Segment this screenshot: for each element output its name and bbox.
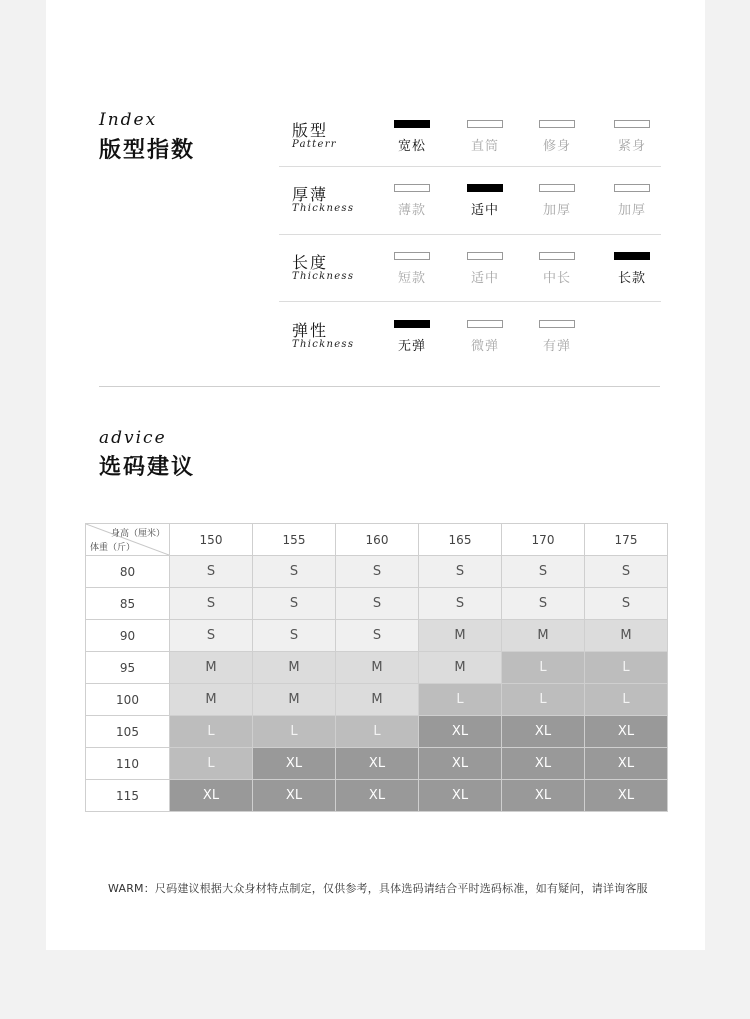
index-option-label: 宽松 xyxy=(397,139,426,154)
index-bar xyxy=(467,320,503,328)
size-cell: L xyxy=(170,748,252,779)
size-cell: XL xyxy=(336,748,418,779)
index-bar xyxy=(539,252,575,260)
size-cell: L xyxy=(253,716,335,747)
size-cell: S xyxy=(336,556,418,587)
size-cell: XL xyxy=(253,780,335,811)
size-cell: M xyxy=(419,620,501,651)
advice-title-en: advice xyxy=(99,428,167,448)
weight-row-header: 95 xyxy=(86,652,169,683)
index-bar xyxy=(614,120,650,128)
size-cell: M xyxy=(253,652,335,683)
size-cell: S xyxy=(253,556,335,587)
size-cell: S xyxy=(253,588,335,619)
weight-row-header: 110 xyxy=(86,748,169,779)
index-bar xyxy=(394,252,430,260)
index-row-label-cn: 长度 xyxy=(292,253,329,272)
index-bar xyxy=(539,184,575,192)
index-row-label-en: Thickness xyxy=(292,271,355,282)
index-option-label: 短款 xyxy=(397,271,426,286)
weight-row-header: 90 xyxy=(86,620,169,651)
height-header: 150 xyxy=(170,524,252,555)
index-bar xyxy=(614,184,650,192)
height-header: 170 xyxy=(502,524,584,555)
index-selected-bar xyxy=(467,184,503,192)
index-row-divider xyxy=(279,301,661,302)
size-cell: S xyxy=(253,620,335,651)
size-cell: S xyxy=(336,620,418,651)
size-cell: L xyxy=(502,684,584,715)
size-cell: XL xyxy=(419,748,501,779)
size-cell: L xyxy=(336,716,418,747)
index-row-label-cn: 弹性 xyxy=(292,321,329,340)
size-cell: M xyxy=(170,652,252,683)
size-cell: S xyxy=(419,588,501,619)
size-cell: XL xyxy=(502,748,584,779)
index-row-label-cn: 版型 xyxy=(292,121,329,140)
size-cell: S xyxy=(585,556,667,587)
size-cell: M xyxy=(336,652,418,683)
index-bar xyxy=(539,320,575,328)
warm-note: WARM：尺码建议根据大众身材特点制定，仅供参考，具体选码请结合平时选码标准，如有疑问，请详询客服 xyxy=(108,882,648,895)
weight-row-header: 115 xyxy=(86,780,169,811)
index-bar xyxy=(539,120,575,128)
index-row-divider xyxy=(279,166,661,167)
index-row-divider xyxy=(279,234,661,235)
index-selected-bar xyxy=(394,120,430,128)
index-option-label: 适中 xyxy=(470,271,499,286)
size-cell: M xyxy=(253,684,335,715)
weight-row-header: 100 xyxy=(86,684,169,715)
size-cell: XL xyxy=(419,716,501,747)
size-cell: M xyxy=(502,620,584,651)
section-divider xyxy=(99,386,660,387)
index-option-label: 薄款 xyxy=(397,203,426,218)
size-cell: XL xyxy=(585,780,667,811)
index-option-label: 直筒 xyxy=(470,139,499,154)
weight-row-header: 85 xyxy=(86,588,169,619)
size-cell: M xyxy=(336,684,418,715)
index-row-label-en: Thickness xyxy=(292,203,355,214)
index-option-label: 无弹 xyxy=(397,339,426,354)
size-cell: S xyxy=(170,620,252,651)
height-header: 175 xyxy=(585,524,667,555)
weight-row-header: 80 xyxy=(86,556,169,587)
size-cell: XL xyxy=(170,780,252,811)
size-cell: XL xyxy=(253,748,335,779)
size-cell: XL xyxy=(585,716,667,747)
index-bar xyxy=(467,252,503,260)
index-option-label: 紧身 xyxy=(617,139,646,154)
index-option-label: 加厚 xyxy=(617,203,646,218)
size-cell: M xyxy=(585,620,667,651)
size-cell: S xyxy=(170,588,252,619)
index-option-label: 微弹 xyxy=(470,339,499,354)
size-cell: XL xyxy=(502,780,584,811)
size-cell: L xyxy=(585,652,667,683)
index-title-cn: 版型指数 xyxy=(99,137,196,163)
index-option-label: 有弹 xyxy=(542,339,571,354)
index-bar xyxy=(467,120,503,128)
height-header: 155 xyxy=(253,524,335,555)
size-cell: XL xyxy=(419,780,501,811)
height-header: 160 xyxy=(336,524,418,555)
index-option-label: 中长 xyxy=(542,271,571,286)
index-option-label: 修身 xyxy=(542,139,571,154)
size-cell: S xyxy=(502,556,584,587)
index-title-en: Index xyxy=(99,110,158,130)
advice-title-cn: 选码建议 xyxy=(99,454,196,480)
size-cell: M xyxy=(419,652,501,683)
index-row-label-en: Patterr xyxy=(292,139,337,150)
index-row-label-en: Thickness xyxy=(292,339,355,350)
size-table xyxy=(85,523,668,812)
index-selected-bar xyxy=(614,252,650,260)
index-option-label: 长款 xyxy=(617,271,646,286)
size-cell: XL xyxy=(502,716,584,747)
height-axis-label: 身高（厘米） xyxy=(110,529,165,539)
size-cell: S xyxy=(419,556,501,587)
index-bar xyxy=(394,184,430,192)
size-cell: S xyxy=(585,588,667,619)
size-cell: S xyxy=(336,588,418,619)
weight-axis-label: 体重（斤） xyxy=(90,543,136,553)
size-cell: L xyxy=(419,684,501,715)
size-cell: XL xyxy=(336,780,418,811)
size-cell: L xyxy=(170,716,252,747)
index-row-label-cn: 厚薄 xyxy=(292,185,329,204)
height-header: 165 xyxy=(419,524,501,555)
index-option-label: 加厚 xyxy=(542,203,571,218)
table-corner-header xyxy=(86,524,169,555)
size-cell: L xyxy=(502,652,584,683)
size-cell: XL xyxy=(585,748,667,779)
size-cell: L xyxy=(585,684,667,715)
index-option-label: 适中 xyxy=(470,203,499,218)
size-cell: S xyxy=(502,588,584,619)
size-cell: M xyxy=(170,684,252,715)
weight-row-header: 105 xyxy=(86,716,169,747)
index-selected-bar xyxy=(394,320,430,328)
size-cell: S xyxy=(170,556,252,587)
